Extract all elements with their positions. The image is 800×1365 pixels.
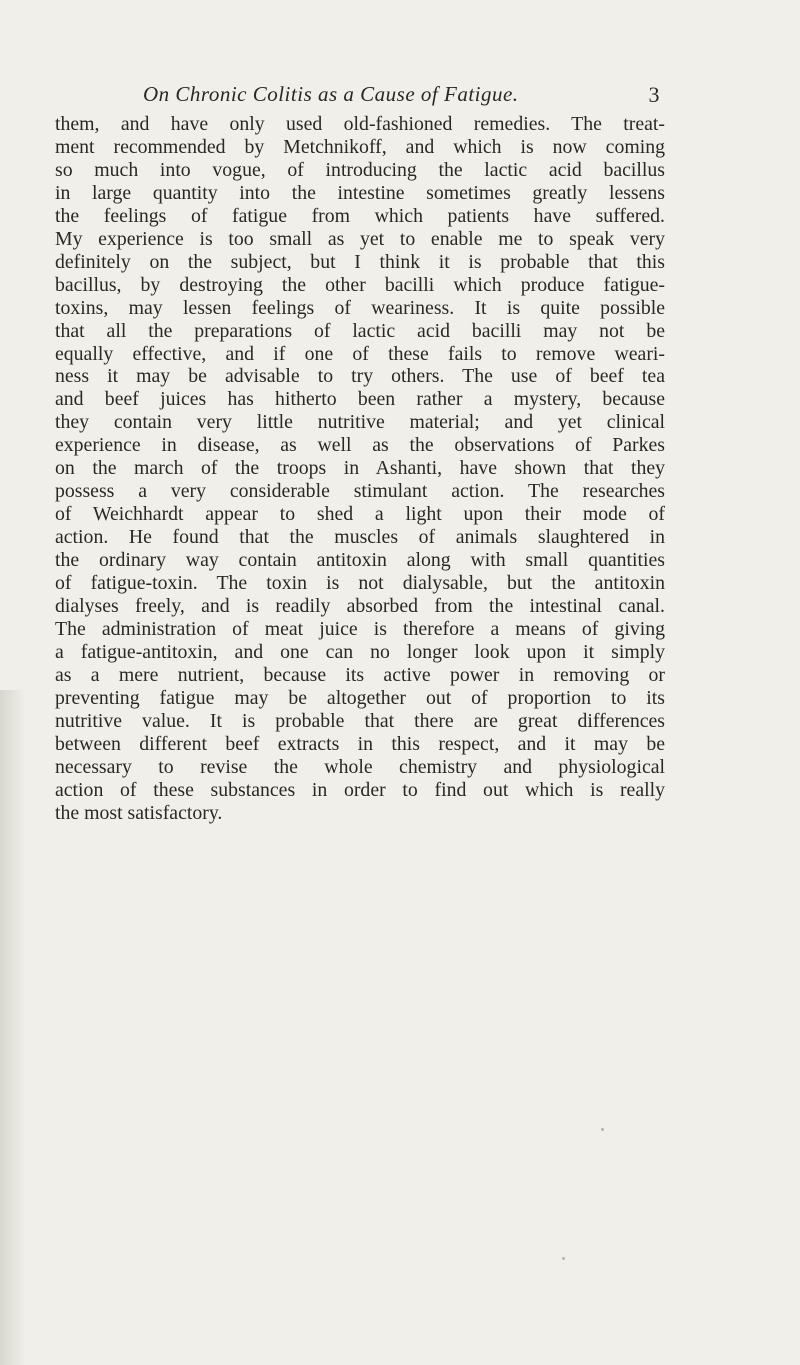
text-line: the ordinary way contain antitoxin along with small quantities [55,549,665,572]
text-line: between different beef extracts in this respect, and it may be [55,732,665,755]
paper-speck [601,1128,604,1131]
page-edge-shadow [0,690,26,1365]
text-line: definitely on the subject, but I think it is probable that this [55,250,665,273]
text-line: in large quantity into the intestine sometimes greatly lessens [55,181,665,204]
running-head [55,82,660,112]
page-number: 3 [648,82,660,107]
text-line: necessary to revise the whole chemistry and physiological [55,755,665,778]
text-line: and beef juices has hitherto been rather a mystery, because [55,388,665,411]
text-line: bacillus, by destroying the other bacilli which produce fatigue- [55,273,665,296]
running-title: On Chronic Colitis as a Cause of Fatigue. [143,82,519,106]
text-line: of fatigue-toxin. The toxin is not dialysable, but the antitoxin [55,572,665,595]
text-line: preventing fatigue may be altogether out of proportion to its [55,686,665,709]
text-line: experience in disease, as well as the observations of Parkes [55,434,665,457]
text-line: action of these substances in order to find out which is really [55,778,665,801]
text-line: on the march of the troops in Ashanti, have shown that they [55,457,665,480]
body-paragraph [55,113,665,825]
text-line: ment recommended by Metchnikoff, and which is now coming [55,135,665,158]
text-line: a fatigue-antitoxin, and one can no longer look upon it simply [55,640,665,663]
text-line: of Weichhardt appear to shed a light upon their mode of [55,503,665,526]
text-line: ness it may be advisable to try others. The use of beef tea [55,365,665,388]
text-line: equally effective, and if one of these fails to remove weari- [55,342,665,365]
text-line: The administration of meat juice is therefore a means of giving [55,617,665,640]
text-line: possess a very considerable stimulant action. The researches [55,480,665,503]
text-line: dialyses freely, and is readily absorbed from the intestinal canal. [55,595,665,618]
text-line: them, and have only used old-fashioned remedies. The treat- [55,113,665,135]
text-line: that all the preparations of lactic acid bacilli may not be [55,319,665,342]
text-line: toxins, may lessen feelings of weariness. It is quite possible [55,296,665,319]
text-line: My experience is too small as yet to enable me to speak very [55,227,665,250]
text-line: the most satisfactory. [55,801,223,824]
paper-speck [562,1257,565,1260]
text-line: so much into vogue, of introducing the lactic acid bacillus [55,158,665,181]
text-line: nutritive value. It is probable that there are great differences [55,709,665,732]
text-line: as a mere nutrient, because its active power in removing or [55,663,665,686]
text-line: the feelings of fatigue from which patients have suffered. [55,204,665,227]
text-line: they contain very little nutritive material; and yet clinical [55,411,665,434]
text-line: action. He found that the muscles of animals slaughtered in [55,526,665,549]
